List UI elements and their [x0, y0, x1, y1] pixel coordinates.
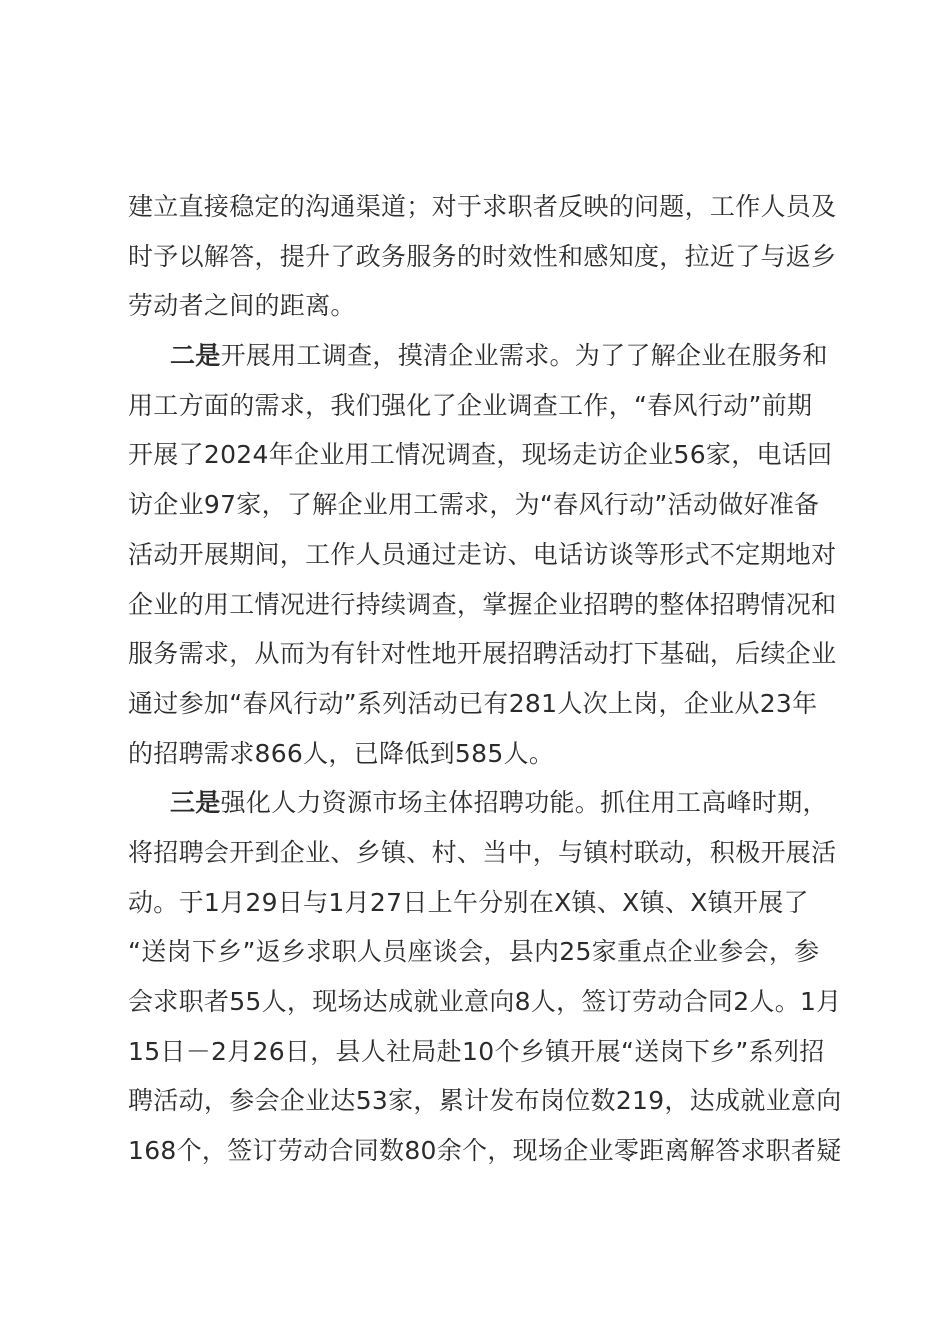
paragraph-lead: 三是	[170, 788, 221, 818]
text-line: 的招聘需求866人，已降低到585人。	[128, 738, 555, 768]
paragraph-first-line	[128, 778, 858, 828]
text-line: 聘活动，参会企业达53家，累计发布岗位数219，达成就业意向	[128, 1086, 842, 1116]
text-line: 服务需求，从而为有针对性地开展招聘活动打下基础，后续企业	[128, 639, 837, 669]
paragraph-first-line	[128, 331, 858, 381]
text-line: 会求职者55人，现场达成就业意向8人，签订劳动合同2人。1月	[128, 987, 842, 1016]
text-line: 时予以解答，提升了政务服务的时效性和感知度，拉近了与返乡	[128, 241, 837, 271]
text-line: “送岗下乡”返乡求职人员座谈会，县内25家重点企业参会，参	[128, 937, 820, 967]
text-span: 强化人力资源市场主体招聘功能。抓住用工高峰时期，	[220, 788, 828, 818]
text-line: 建立直接稳定的沟通渠道；对于求职者反映的问题，工作人员及	[128, 192, 837, 221]
text-line: 动。于1月29日与1月27日上午分别在X镇、X镇、X镇开展了	[128, 887, 809, 917]
text-line: 活动开展期间，工作人员通过走访、电话访谈等形式不定期地对	[128, 539, 837, 569]
paragraph-1	[128, 182, 858, 331]
paragraph-2	[128, 331, 858, 778]
paragraph-lead: 二是	[170, 341, 221, 371]
text-line: 访企业97家，了解企业用工需求，为“春风行动”活动做好准备	[128, 490, 820, 520]
paragraph-3	[128, 778, 858, 1176]
text-line: 将招聘会开到企业、乡镇、村、当中，与镇村联动，积极开展活	[128, 837, 837, 867]
text-span: 开展用工调查，摸清企业需求。为了了解企业在服务和	[220, 341, 828, 371]
text-line: 劳动者之间的距离。	[128, 291, 356, 321]
document-body	[128, 182, 858, 1176]
text-line: 企业的用工情况进行持续调查，掌握企业招聘的整体招聘情况和	[128, 589, 837, 619]
text-line: 开展了2024年企业用工情况调查，现场走访企业56家，电话回	[128, 440, 833, 470]
text-line: 15日－2月26日，县人社局赴10个乡镇开展“送岗下乡”系列招	[128, 1036, 825, 1066]
text-line: 168个，签订劳动合同数80余个，现场企业零距离解答求职者疑	[128, 1136, 842, 1166]
text-line: 通过参加“春风行动”系列活动已有281人次上岗，企业从23年	[128, 688, 818, 718]
text-line: 用工方面的需求，我们强化了企业调查工作，“春风行动”前期	[128, 390, 813, 420]
